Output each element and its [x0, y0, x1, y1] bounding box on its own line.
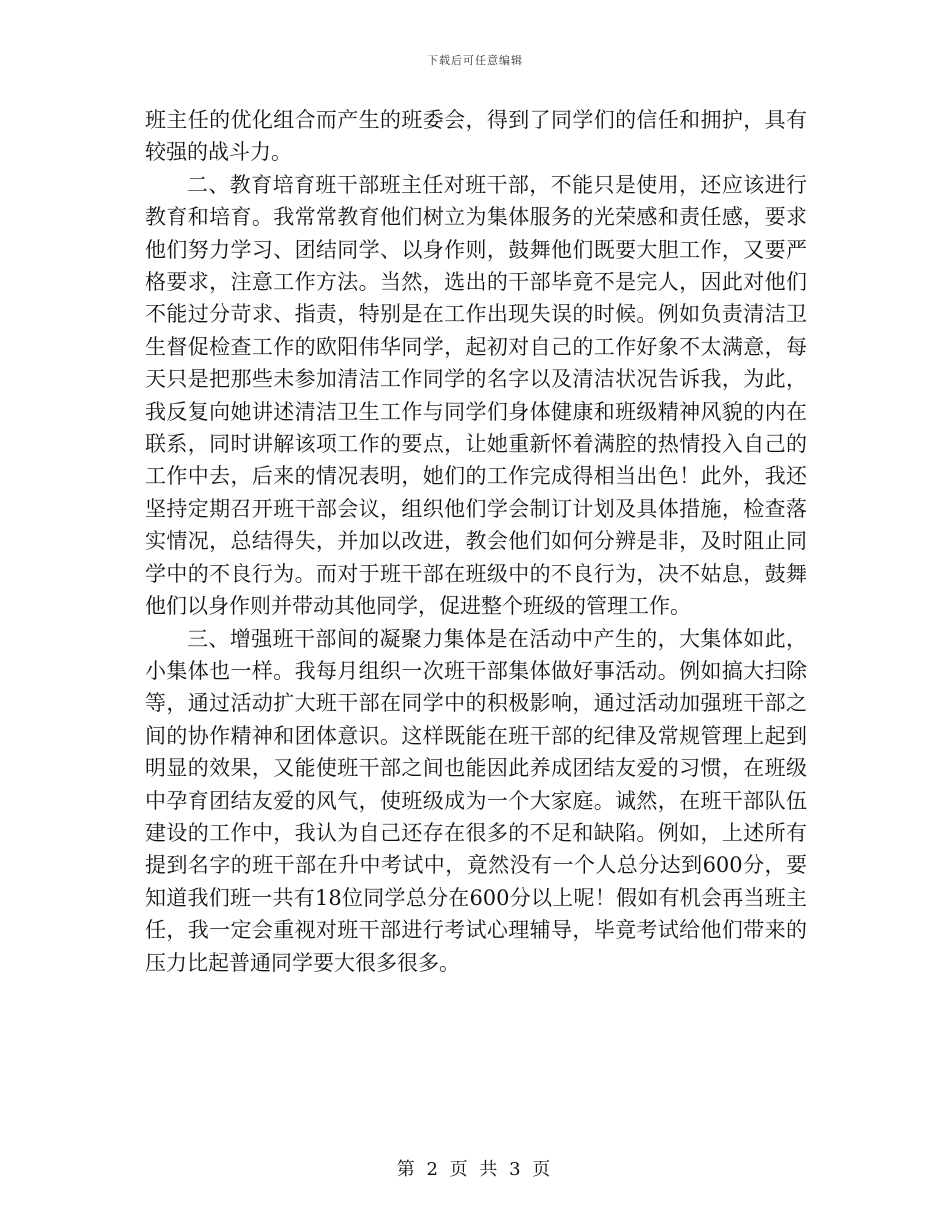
document-body: [145, 104, 807, 979]
page-header: 下载后可任意编辑: [427, 54, 523, 67]
paragraph-continuation: 班主任的优化组合而产生的班委会，得到了同学们的信任和拥护，具有较强的战斗力。: [145, 108, 807, 165]
page-number-footer: 第 2 页 共 3 页: [396, 1159, 554, 1180]
paragraph-section-three: 三、增强班干部间的凝聚力集体是在活动中产生的，大集体如此，小集体也一样。我每月组织一次班干部集体做好事活动。例如搞大扫除等，通过活动扩大班干部在同学中的积极影响，通过活动加强班干部之间的协作精神和团体意识。这样既能在班干部的纪律及常规管理上起到明显的效果，又能使班干部之间也能因此养成团结友爱的习惯，在班级中孕育团结友爱的风气，使班级成为一个大家庭。诚然，在班干部队伍建设的工作中，我认为自己还存在很多的不足和缺陷。例如，上述所有提到名字的班干部在升中考试中，竟然没有一个人总分达到600分，要知道我们班一共有18位同学总分在600分以上呢！假如有机会再当班主任，我一定会重视对班干部进行考试心理辅导，毕竟考试给他们带来的压力比起普通同学要大很多很多。: [145, 626, 807, 975]
paragraph-section-two: 二、教育培育班干部班主任对班干部，不能只是使用，还应该进行教育和培育。我常常教育他们树立为集体服务的光荣感和责任感，要求他们努力学习、团结同学、以身作则，鼓舞他们既要大胆工作，又要严格要求，注意工作方法。当然，选出的干部毕竟不是完人，因此对他们不能过分苛求、指责，特别是在工作出现失误的时候。例如负责清洁卫生督促检查工作的欧阳伟华同学，起初对自己的工作好象不太满意，每天只是把那些未参加清洁工作同学的名字以及清洁状况告诉我，为此，我反复向她讲述清洁卫生工作与同学们身体健康和班级精神风貌的内在联系，同时讲解该项工作的要点，让她重新怀着满腔的热情投入自己的工作中去，后来的情况表明，她们的工作完成得相当出色！此外，我还坚持定期召开班干部会议，组织他们学会制订计划及具体措施，检查落实情况，总结得失，并加以改进，教会他们如何分辨是非，及时阻止同学中的不良行为。而对于班干部在班级中的不良行为，决不姑息，鼓舞他们以身作则并带动其他同学，促进整个班级的管理工作。: [145, 172, 807, 619]
